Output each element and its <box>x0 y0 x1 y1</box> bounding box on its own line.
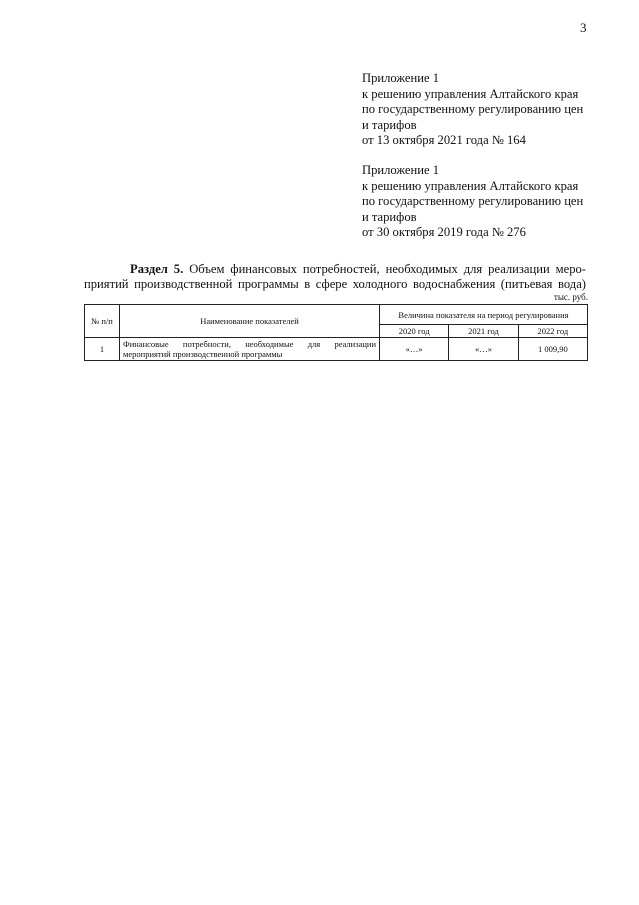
table-row <box>85 338 588 361</box>
row-number-cell: 1 <box>85 338 120 361</box>
annex-line: и тарифов <box>362 209 417 224</box>
section-heading-line-1 <box>84 262 586 277</box>
annex-line: к решению управления Алтайского края <box>362 86 579 101</box>
column-header-number: № п/п <box>85 305 120 338</box>
row-value-2020: «…» <box>380 338 449 361</box>
annex-header-previous <box>362 163 602 241</box>
annex-line: и тарифов <box>362 117 417 132</box>
annex-date-line: от 30 октября 2019 года № 276 <box>362 225 526 239</box>
annex-date-line: от 13 октября 2021 года № 164 <box>362 133 526 147</box>
section-label: Раздел 5. <box>130 262 184 276</box>
column-header-year-2021: 2021 год <box>449 325 518 338</box>
section-heading <box>84 262 586 292</box>
column-header-year-2020: 2020 год <box>380 325 449 338</box>
financial-needs-table <box>84 304 588 361</box>
annex-title: Приложение 1 <box>362 163 440 177</box>
column-header-period: Величина показателя на период регулирования <box>380 305 588 325</box>
units-label: тыс. руб. <box>553 292 588 302</box>
section-title-part-2: приятий производственной программы в сфере холодного водоснабжения (питьевая вода) <box>84 277 586 291</box>
row-value-2022: 1 009,90 <box>518 338 587 361</box>
section-title-part-1: Объем финансовых потребностей, необходимых для реализации меро- <box>189 262 586 276</box>
annex-line: по государственному регулированию цен <box>362 194 584 208</box>
column-header-year-2022: 2022 год <box>518 325 587 338</box>
page-number: 3 <box>580 20 587 35</box>
table-header-row <box>85 305 588 325</box>
row-name-cell: Финансовые потребности, необходимые для реализации мероприятий производственной программы <box>120 338 380 361</box>
annex-title: Приложение 1 <box>362 71 440 85</box>
annex-line: к решению управления Алтайского края <box>362 178 579 193</box>
row-value-2021: «…» <box>449 338 518 361</box>
annex-line: по государственному регулированию цен <box>362 102 584 116</box>
column-header-name: Наименование показателей <box>120 305 380 338</box>
annex-header-current <box>362 71 602 149</box>
